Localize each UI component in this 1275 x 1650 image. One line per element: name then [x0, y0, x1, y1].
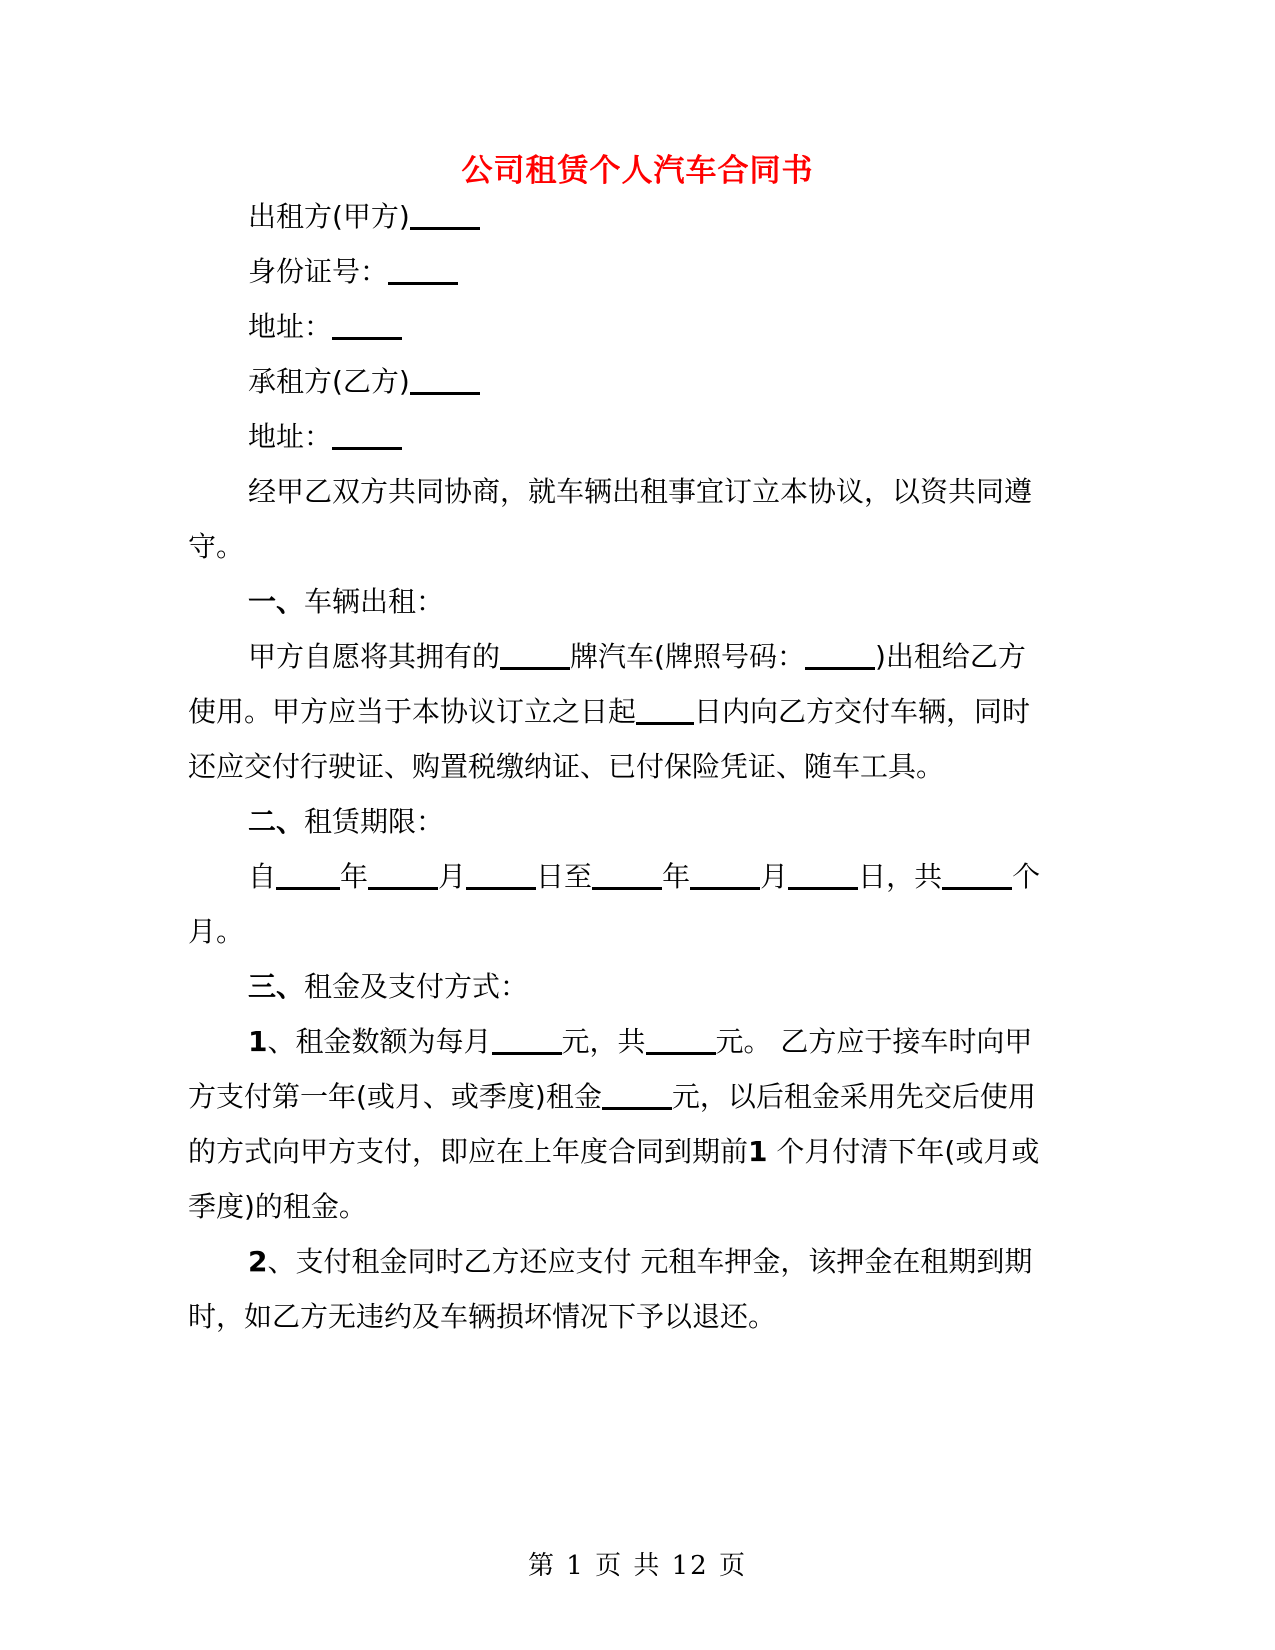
id-number-label: 身份证号：: [248, 255, 389, 288]
text-fragment: 、支付租金同时乙方还应支付 元租车押金，该押金在租期到期: [267, 1245, 1033, 1278]
section-1-title: 车辆出租：: [304, 585, 445, 618]
text-fragment: 日内向乙方交付车辆，同时: [694, 695, 1031, 728]
lessor-label: 出租方(甲方): [248, 200, 410, 233]
text-fragment: 元，共: [561, 1025, 646, 1058]
section-3-heading: [248, 967, 1148, 1007]
monthly-rent-blank: [492, 1024, 562, 1055]
section-3-clause-1-line-1: [248, 1022, 1148, 1062]
lessee-address-line: [248, 417, 1148, 457]
lessee-blank: [410, 364, 480, 395]
total-months-blank: [942, 859, 1012, 890]
text-fragment: 年: [340, 860, 369, 893]
lessor-blank: [410, 199, 480, 230]
section-3-clause-1-line-4: 季度)的租金。: [188, 1190, 367, 1223]
text-fragment: 月: [760, 860, 789, 893]
document-title: 公司租赁个人汽车合同书: [461, 153, 814, 189]
section-2-heading: [248, 802, 1148, 842]
text-fragment: 牌汽车(牌照号码：: [570, 640, 805, 673]
section-3-clause-2-line-2: 时，如乙方无违约及车辆损坏情况下予以退还。: [188, 1300, 777, 1333]
text-fragment: 使用。甲方应当于本协议订立之日起: [188, 695, 637, 728]
lessor-line: [248, 197, 1148, 237]
section-2-title: 租赁期限：: [304, 805, 445, 838]
section-1-line-2: [188, 692, 1088, 732]
plate-number-blank: [805, 639, 875, 670]
text-fragment: 甲方自愿将其拥有的: [248, 640, 501, 673]
section-1-heading: [248, 582, 1148, 622]
text-fragment: 月: [438, 860, 467, 893]
lessor-address-blank: [332, 309, 402, 340]
start-month-blank: [368, 859, 438, 890]
total-rent-blank: [646, 1024, 716, 1055]
text-fragment: 日至: [536, 860, 593, 893]
section-2-number: 二、: [248, 805, 305, 838]
first-rent-blank: [602, 1079, 672, 1110]
lessor-address-line: [248, 307, 1148, 347]
section-1-line-3: 还应交付行驶证、购置税缴纳证、已付保险凭证、随车工具。: [188, 750, 945, 783]
clause-number: 1: [248, 1025, 268, 1058]
section-3-clause-1-line-2: [188, 1077, 1088, 1117]
text-fragment: 、租金数额为每月: [267, 1025, 492, 1058]
delivery-days-blank: [636, 694, 694, 725]
section-2-line-2: 月。: [188, 915, 245, 948]
lessor-address-label: 地址：: [248, 310, 333, 343]
text-fragment: 元，以后租金采用先交后使用: [671, 1080, 1036, 1113]
end-year-blank: [592, 859, 662, 890]
intro-line-1: 经甲乙双方共同协商，就车辆出租事宜订立本协议，以资共同遵: [248, 475, 1033, 508]
section-1-number: 一、: [248, 585, 305, 618]
section-3-number: 三、: [248, 970, 305, 1003]
text-fragment: 个: [1012, 860, 1041, 893]
intro-line-2: 守。: [188, 530, 245, 563]
id-number-blank: [388, 254, 458, 285]
start-year-blank: [276, 859, 340, 890]
lessee-line: [248, 362, 1148, 402]
end-month-blank: [690, 859, 760, 890]
section-3-clause-2-line-1: [248, 1242, 1148, 1282]
text-fragment: )出租给乙方: [874, 640, 1026, 673]
section-3-clause-1-line-3: [188, 1132, 1088, 1172]
text-fragment: 年: [662, 860, 691, 893]
brand-blank: [500, 639, 570, 670]
clause-number: 2: [248, 1245, 268, 1278]
text-fragment: 1: [748, 1135, 768, 1168]
start-day-blank: [466, 859, 536, 890]
section-3-title: 租金及支付方式：: [304, 970, 529, 1003]
text-fragment: 方支付第一年(或月、或季度)租金: [188, 1080, 602, 1113]
id-number-line: [248, 252, 1148, 292]
text-fragment: 的方式向甲方支付，即应在上年度合同到期前: [188, 1135, 749, 1168]
lessee-address-label: 地址：: [248, 420, 333, 453]
text-fragment: 元。 乙方应于接车时向甲: [715, 1025, 1033, 1058]
section-2-line-1: [248, 857, 1148, 897]
section-1-line-1: [248, 637, 1148, 677]
text-fragment: 自: [248, 860, 277, 893]
lessee-address-blank: [332, 419, 402, 450]
text-fragment: 个月付清下年(或月或: [776, 1135, 1040, 1168]
page-number-footer: 第 1 页 共 12 页: [528, 1551, 747, 1581]
lessee-label: 承租方(乙方): [248, 365, 410, 398]
text-fragment: 日，共: [858, 860, 943, 893]
end-day-blank: [788, 859, 858, 890]
